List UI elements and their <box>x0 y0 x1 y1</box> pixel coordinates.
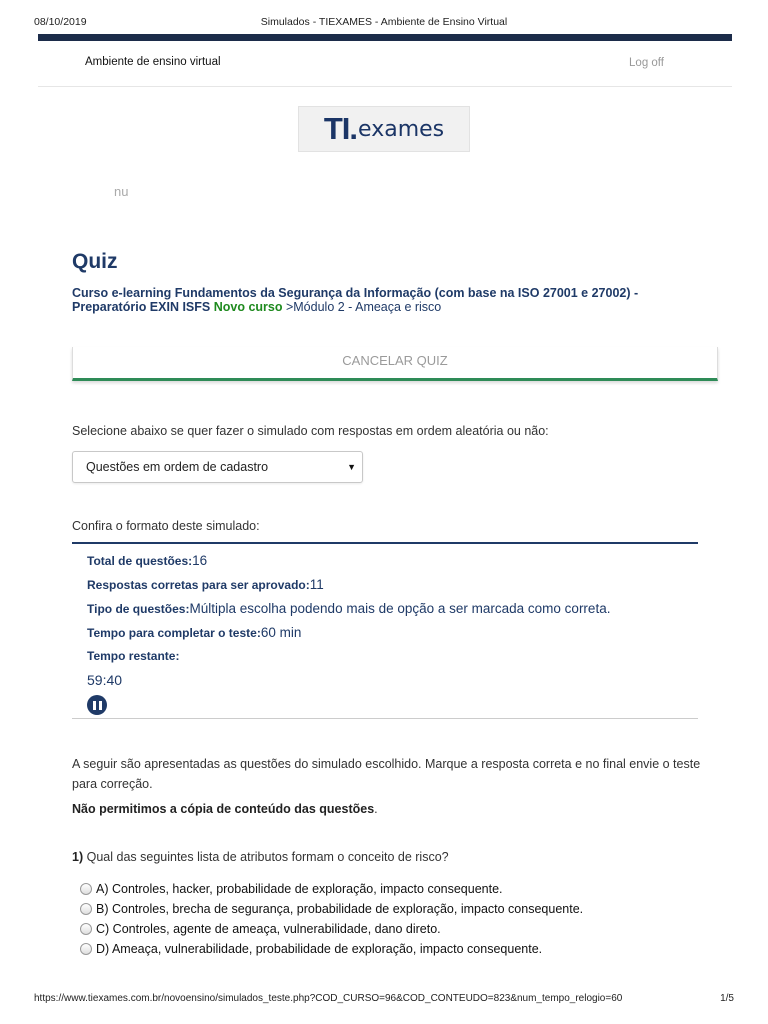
answer-options <box>80 879 583 959</box>
question-type-row <box>87 601 610 616</box>
dropdown-caret-icon: ▼ <box>347 462 356 472</box>
module-link[interactable]: >Módulo 2 - Ameaça e risco <box>285 300 442 314</box>
time-remaining-row <box>87 649 179 663</box>
no-copy-notice <box>72 802 378 816</box>
print-footer <box>34 993 734 1007</box>
total-questions-label: Total de questões: <box>87 554 193 568</box>
print-date: 08/10/2019 <box>34 16 87 28</box>
answer-option-d[interactable] <box>80 939 583 959</box>
answer-option-a[interactable] <box>80 879 583 899</box>
option-text-d: D) Ameaça, vulnerabilidade, probabilidade de exploração, impacto consequente. <box>96 942 543 956</box>
print-url: https://www.tiexames.com.br/novoensino/simulados_teste.php?COD_CURSO=96&COD_CONTEUDO=823&num_tempo_relogio=60 <box>34 993 623 1004</box>
total-questions-value: 16 <box>192 553 208 568</box>
no-copy-period: . <box>374 802 378 816</box>
novo-curso-badge: Novo curso <box>213 300 283 314</box>
top-accent-bar <box>38 34 732 41</box>
tiexames-logo[interactable] <box>298 106 470 152</box>
pause-icon[interactable] <box>87 695 107 715</box>
site-navbar <box>38 41 732 87</box>
answer-option-b[interactable] <box>80 899 583 919</box>
time-limit-value: 60 min <box>260 625 302 640</box>
logo-text-ti: TI. <box>323 111 358 146</box>
required-correct-row <box>87 577 324 592</box>
answer-option-c[interactable] <box>80 919 583 939</box>
question-order-select[interactable] <box>72 451 363 483</box>
radio-b[interactable] <box>80 903 92 915</box>
menu-toggle[interactable]: nu <box>114 184 129 199</box>
print-page-title: Simulados - TIEXAMES - Ambiente de Ensino Virtual <box>260 16 508 28</box>
order-instruction: Selecione abaixo se quer fazer o simulado com respostas em ordem aleatória ou não: <box>72 424 549 438</box>
option-text-c: C) Controles, agente de ameaça, vulnerabilidade, dano direto. <box>96 922 441 936</box>
radio-a[interactable] <box>80 883 92 895</box>
option-text-a: A) Controles, hacker, probabilidade de exploração, impacto consequente. <box>96 882 503 896</box>
option-text-b: B) Controles, brecha de segurança, probabilidade de exploração, impacto consequente. <box>96 902 584 916</box>
total-questions-row <box>87 553 207 568</box>
question-1 <box>72 850 449 864</box>
logoff-link[interactable]: Log off <box>629 57 664 69</box>
required-correct-label: Respostas corretas para ser aprovado: <box>87 578 310 592</box>
time-limit-label: Tempo para completar o teste: <box>87 626 261 640</box>
quiz-format-panel <box>72 542 698 719</box>
intro-text: A seguir são apresentadas as questões do simulado escolhido. Marque a resposta correta e no final envie o teste para correção. <box>72 757 701 791</box>
no-copy-text: Não permitimos a cópia de conteúdo das questões <box>72 802 375 816</box>
time-limit-row <box>87 625 301 640</box>
question-order-value: Questões em ordem de cadastro <box>86 460 269 474</box>
print-page-number: 1/5 <box>720 993 734 1004</box>
course-breadcrumb <box>72 286 712 314</box>
countdown-timer: 59:40 <box>87 672 123 688</box>
radio-c[interactable] <box>80 923 92 935</box>
question-text: Qual das seguintes lista de atributos formam o conceito de risco? <box>86 850 449 864</box>
logo-text-exames: exames <box>358 116 445 142</box>
format-label: Confira o formato deste simulado: <box>72 519 260 533</box>
required-correct-value: 11 <box>309 577 324 592</box>
course-name: Curso e-learning Fundamentos da Segurança da Informação (com base na ISO 27001 e 27002) - Preparatório EXIN ISFS <box>72 286 639 314</box>
time-remaining-label: Tempo restante: <box>87 649 180 663</box>
site-name[interactable]: Ambiente de ensino virtual <box>85 56 221 68</box>
question-type-label: Tipo de questões: <box>87 602 190 616</box>
question-type-value: Múltipla escolha podendo mais de opção a ser marcada como correta. <box>189 601 611 616</box>
cancel-quiz-button[interactable]: CANCELAR QUIZ <box>72 347 718 381</box>
radio-d[interactable] <box>80 943 92 955</box>
page-title: Quiz <box>72 250 118 273</box>
question-number: 1) <box>72 850 84 864</box>
print-header <box>34 16 734 30</box>
